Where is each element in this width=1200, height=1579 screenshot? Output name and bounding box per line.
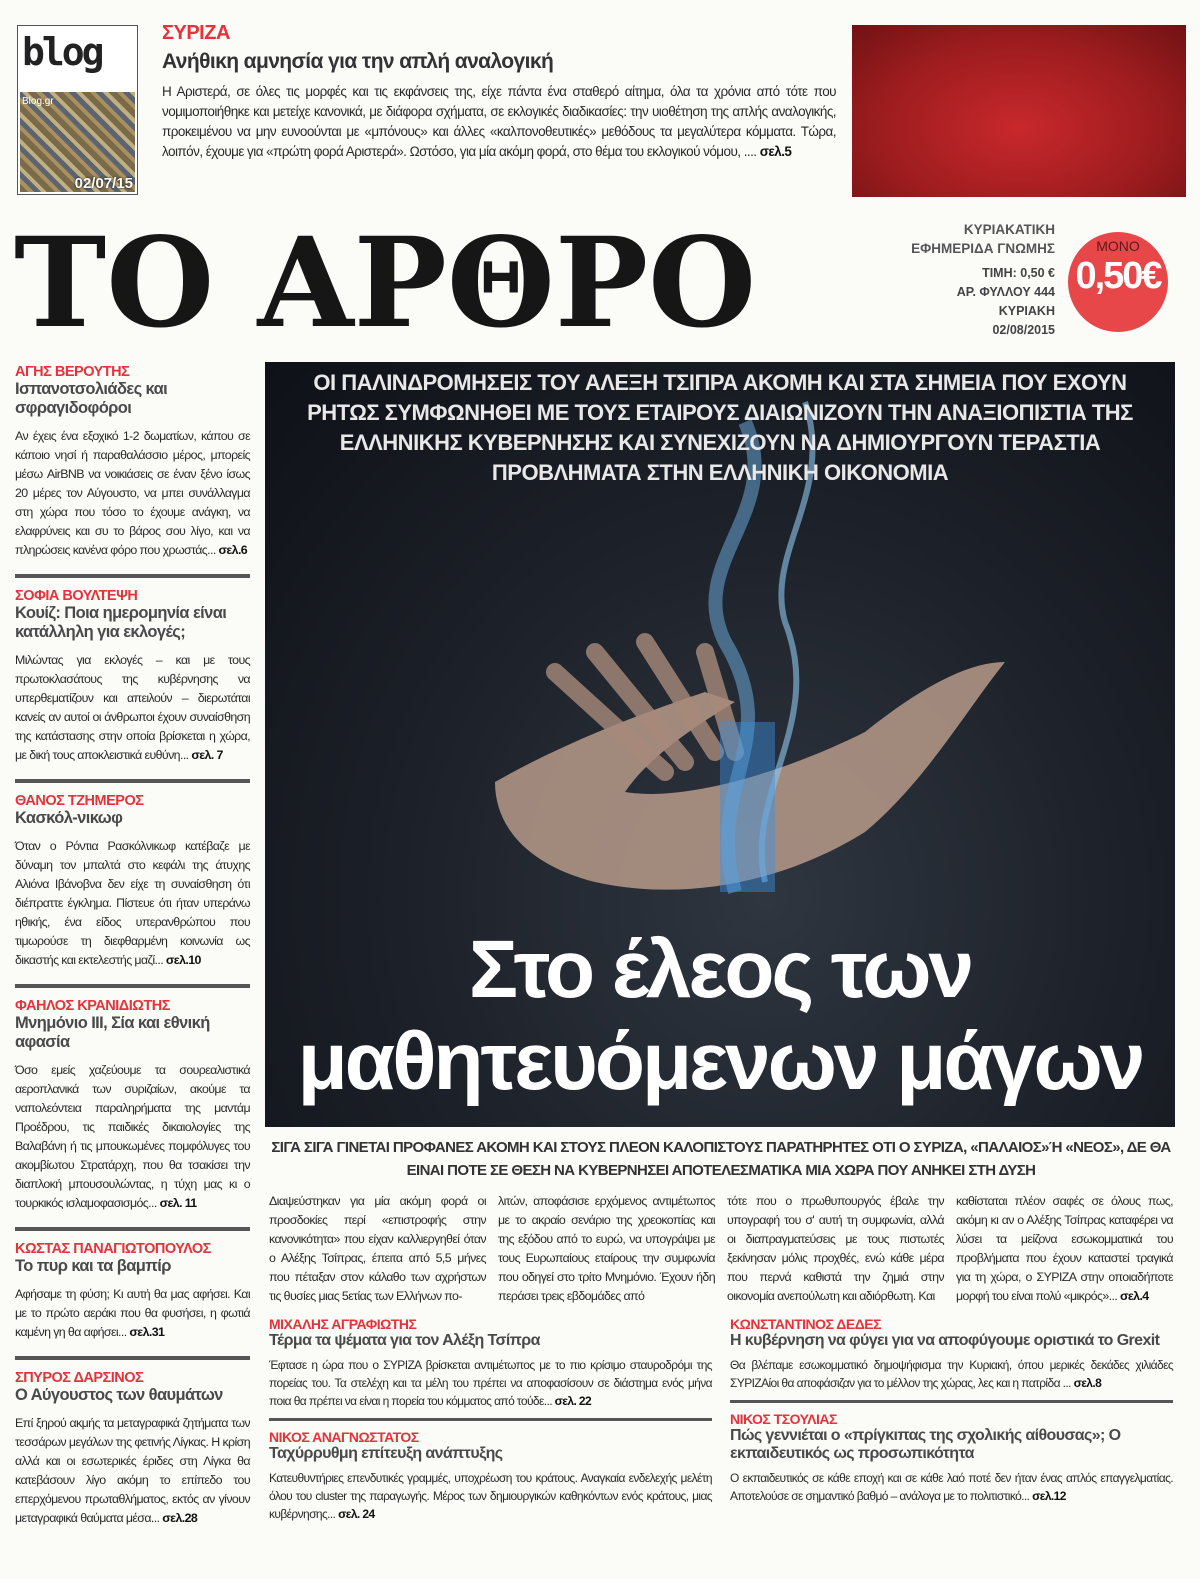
top-story-body: Η Αριστερά, σε όλες τις μορφές και τις εκφάνσεις της, είχε πάντα ένα σταθερό αίτημα, όλα τα χρόνια από τότε που νομιμοποιήθηκε και μετείχε κανονικά, με διάφορα σχήματα, σε εκλογικές διαδικασίες: την υιοθέτηση της απλής αναλογικής, προκειμένου να μην ευνοούνται με «μπόνους» και άλλες «καλπονοθευτικές» μεθόδους τα μεγαλύτερα κόμματα. Τώρα, λοιπόν, έχουμε για «πρώτη φορά Αριστερά». Ωστόσο, για μία ακόμη φορά, στο θέμα του εκλογικού νόμου, .... bbox=[162, 84, 836, 159]
badge-label: ΜΟΝΟ bbox=[1096, 238, 1140, 254]
info-line: ΕΦΗΜΕΡΙΔΑ ΓΝΩΜΗΣ bbox=[911, 241, 1055, 256]
thumbnail-date: 02/07/15 bbox=[74, 175, 133, 192]
masthead-title: ΤΟ ΑΡΘΡΟ bbox=[14, 211, 757, 356]
article-body: Επί ξηρού ακμής τα μεταγραφικά ζητήματα των τεσσάρων μεγάλων της φετινής Λίγκας. Η κρίση αλλά και οι εσωτερικές έριδες στη Λίγκα θα κατεβάσουν λίγο ακόμη το επίπεδο του επερχόμενου πρωταθλήματος, εκτός αν γίνουν μεταγραφικά θαύματα μέσα... bbox=[15, 1416, 250, 1525]
lead-subhead: ΣΙΓΑ ΣΙΓΑ ΓΙΝΕΤΑΙ ΠΡΟΦΑΝΕΣ ΑΚΟΜΗ ΚΑΙ ΣΤΟΥΣ ΠΛΕΟΝ ΚΑΛΟΠΙΣΤΟΥΣ ΠΑΡΑΤΗΡΗΤΕΣ ΟΤΙ Ο ΣΥΡΙΖΑ, «ΠΑΛΑΙΟΣ»Ή «ΝΕΟΣ», ΔΕ ΘΑ ΕΙΝΑΙ ΠΟΤΕ ΣΕ ΘΕΣΗ ΝΑ ΚΥΒΕΡΝΗΣΕΙ ΑΠΟΤΕΛΕΣΜΑΤΙΚΑ ΜΙΑ ΧΩΡΑ ΠΟΥ ΑΝΗΚΕΙ ΣΤΗ ΔΥΣΗ bbox=[271, 1139, 1171, 1179]
lead-column-1: Διαψεύστηκαν για μία ακόμη φορά οι προσδοκίες περί «επιστροφής στην κανονικότητα» που είχαν καλλιεργηθεί όταν ο Αλέξης Τσίπρας, έπειτα από 5,5 μήνες που πέταξαν στον κάλαθο των αχρήστων τις θυσίες μιας 5ετίας των Ελλήνων πο- bbox=[269, 1194, 486, 1303]
lead-lower bbox=[265, 1136, 1177, 1523]
article-title[interactable]: Κασκόλ-νικωφ bbox=[15, 809, 123, 827]
article-author: ΣΠΥΡΟΣ ΔΑΡΣΙΝΟΣ bbox=[15, 1370, 144, 1386]
divider bbox=[269, 1418, 712, 1421]
badge-price: 0,50€ bbox=[1075, 255, 1161, 297]
article-body: Όταν ο Ρόντια Ρασκόλνικωφ κατέβαζε με δύναμη τον μπαλτά στο κεφάλι της άτυχης Αλιόνα Ιβάνοβνα δεν είχε τη συναίσθηση ότι διέπραττε έγκλημα. Πίστευε ότι ήταν υπεράνω ηθικής, ένα είδος υπερανθρώπου που τιμωρούσε τη διεφθαρμένη κοινωνία ως δικαστής και εκτελεστής μαζί... bbox=[15, 839, 250, 967]
article-title[interactable]: Τέρμα τα ψέματα για τον Αλέξη Τσίπρα bbox=[269, 1332, 540, 1349]
sidebar-article bbox=[15, 984, 250, 1213]
bottom-articles bbox=[265, 1316, 1177, 1523]
article-body: Έφτασε η ώρα που ο ΣΥΡΙΖΑ βρίσκεται αντιμέτωπος με το πιο κρίσιμο σταυροδρόμι της πορείας του. Τα στελέχη και τα μέλη του πρέπει να αποφασίσουν σε διάστημα ενός μήνα ποια θα πρέπει να είναι η πορεία του κόμματος από τούδε... bbox=[269, 1358, 712, 1408]
sidebar-article bbox=[15, 1227, 250, 1342]
article-page[interactable]: σελ.12 bbox=[1032, 1489, 1066, 1503]
article-author: ΣΟΦΙΑ ΒΟΥΛΤΕΨΗ bbox=[15, 588, 138, 604]
divider bbox=[15, 984, 250, 988]
blog-logo: blog bbox=[22, 30, 102, 74]
article-page[interactable]: σελ. 24 bbox=[338, 1507, 375, 1521]
sidebar bbox=[15, 364, 250, 1528]
article-title[interactable]: Ταχύρρυθμη επίτευξη ανάπτυξης bbox=[269, 1445, 503, 1462]
info-issue: ΑΡ. ΦΥΛΛΟΥ 444 bbox=[956, 285, 1055, 299]
sidebar-article bbox=[15, 779, 250, 970]
lead-headline[interactable] bbox=[265, 924, 1175, 1108]
lead-kicker: ΟΙ ΠΑΛΙΝΔΡΟΜΗΣΕΙΣ ΤΟΥ ΑΛΕΞΗ ΤΣΙΠΡΑ ΑΚΟΜΗ ΚΑΙ ΣΤΑ ΣΗΜΕΙΑ ΠΟΥ ΕΧΟΥΝ ΡΗΤΩΣ ΣΥΜΦΩΝΗΘΕΙ ΜΕ ΤΟΥΣ ΕΤΑΙΡΟΥΣ ΔΙΑΙΩΝΙΖΟΥΝ ΤΗΝ ΑΝΑΞΙΟΠΙΣΤΙΑ ΤΗΣ ΕΛΛΗΝΙΚΗΣ ΚΥΒΕΡΝΗΣΗΣ ΚΑΙ ΣΥΝΕΧΙΖΟΥΝ ΝΑ ΔΗΜΙΟΥΡΓΟΥΝ ΤΕΡΑΣΤΙΑ ΠΡΟΒΛΗΜΑΤΑ ΣΤΗΝ ΕΛΛΗΝΙΚΗ ΟΙΚΟΝΟΜΙΑ bbox=[307, 370, 1133, 485]
top-story-title[interactable]: Ανήθικη αμνησία για την απλή αναλογική bbox=[162, 50, 554, 73]
info-line: ΚΥΡΙΑΚΑΤΙΚΗ bbox=[963, 222, 1055, 237]
lead-column-3: τότε που ο πρωθυπουργός έβαλε την υπογραφή του σ' αυτή τη συμφωνία, αλλά οι διαπραγματεύσεις με τους πιστωτές ξεκίνησαν μόλις προχθές, ενώ κάθε μέρα που περνά καθιστά την ζημιά στην οικονομία ανεπούλωτη και αδιόρθωτη. Και bbox=[727, 1194, 944, 1303]
article-page[interactable]: σελ.6 bbox=[218, 543, 248, 557]
top-story bbox=[162, 22, 836, 162]
article-author: ΑΓΗΣ ΒΕΡΟΥΤΗΣ bbox=[15, 364, 130, 380]
lead-page[interactable]: σελ.4 bbox=[1120, 1289, 1149, 1303]
masthead-info bbox=[905, 220, 1055, 340]
article-author: ΝΙΚΟΣ ΤΣΟΥΛΙΑΣ bbox=[730, 1411, 837, 1427]
article-body: Αν έχεις ένα εξοχικό 1-2 δωματίων, κάπου σε κάποιο νησί ή παραθαλάσσιο μέρος, μπορείς μέσω AirBNB να νοικιάσεις σε έναν ξένο ίσως 20 μέρες τον Αύγουστο, να μπει συνάλλαγμα στη χώρα που τόσο το έχουμε ανάγκη, να ελαφρύνεις και συ το βάρος σου λίγο, και να πληρώσεις κανένα φόρο που χρωστάς... bbox=[15, 429, 250, 557]
divider bbox=[730, 1400, 1173, 1403]
thumbnail-site: Blog.gr bbox=[22, 96, 54, 107]
sidebar-article bbox=[15, 364, 250, 560]
article-author: ΝΙΚΟΣ ΑΝΑΓΝΩΣΤΑΤΟΣ bbox=[269, 1429, 419, 1445]
article-author: ΘΑΝΟΣ ΤΖΗΜΕΡΟΣ bbox=[15, 793, 144, 809]
article-page[interactable]: σελ.8 bbox=[1073, 1376, 1102, 1390]
headline-line-1: Στο έλεος των bbox=[468, 924, 972, 1015]
article-title[interactable]: Ο Αύγουστος των θαυμάτων bbox=[15, 1386, 223, 1404]
top-story-page[interactable]: σελ.5 bbox=[759, 144, 792, 159]
article-author: ΚΩΝΣΤΑΝΤΙΝΟΣ ΔΕΔΕΣ bbox=[730, 1316, 881, 1332]
article-page[interactable]: σελ.28 bbox=[162, 1511, 198, 1525]
lead-photo bbox=[265, 362, 1175, 1127]
info-price: ΤΙΜΗ: 0,50 € bbox=[982, 266, 1055, 280]
article-author: ΚΩΣΤΑΣ ΠΑΝΑΓΙΩΤΟΠΟΥΛΟΣ bbox=[15, 1241, 211, 1257]
info-day: ΚΥΡΙΑΚΗ bbox=[998, 304, 1055, 318]
article-body: Ο εκπαιδευτικός σε κάθε εποχή και σε κάθε λαό ποτέ δεν ήταν ένας απλός επαγγελματίας. Αποτελούσε σε σημαντικό βαθμό – ανάλογα με το πολιτιστικό... bbox=[730, 1471, 1173, 1503]
bottom-article bbox=[730, 1411, 1173, 1505]
top-story-section: ΣΥΡΙΖΑ bbox=[162, 22, 230, 44]
bottom-article bbox=[730, 1316, 1173, 1392]
top-story-photo bbox=[852, 25, 1186, 197]
divider bbox=[15, 574, 250, 578]
info-date: 02/08/2015 bbox=[992, 323, 1055, 337]
lead-column-2: λιτών, αποφάσισε ερχόμενος αντιμέτωπος με το ακραίο σενάριο της χρεοκοπίας και της εξόδου από το ευρώ, να υπογράψει με τους Ευρωπαίους εταίρους την συμφωνία που οδηγεί στο τρίτο Μνημόνιο. Έχουν ήδη περάσει τρεις εβδομάδες από bbox=[498, 1194, 715, 1303]
blog-thumbnail[interactable] bbox=[17, 25, 138, 195]
article-title[interactable]: Το πυρ και τα βαμπίρ bbox=[15, 1257, 171, 1275]
divider bbox=[15, 1356, 250, 1360]
bottom-article bbox=[269, 1316, 712, 1410]
article-body: Αφήσαμε τη φύση; Κι αυτή θα μας αφήσει. Και με το πρώτο αεράκι που θα φυσήσει, η φωτιά καμένη γη θα αφήσει... bbox=[15, 1287, 250, 1339]
article-page[interactable]: σελ.31 bbox=[129, 1325, 165, 1339]
sidebar-article bbox=[15, 1356, 250, 1528]
article-page[interactable]: σελ.10 bbox=[165, 953, 201, 967]
sidebar-article bbox=[15, 574, 250, 765]
article-title[interactable]: Μνημόνιο ΙΙΙ, Σία και εθνική αφασία bbox=[15, 1014, 210, 1051]
article-page[interactable]: σελ. 11 bbox=[159, 1196, 197, 1210]
article-body: Κατευθυντήριες επενδυτικές γραμμές, υποχρέωση του κράτους. Αναγκαία ενδελεχής μελέτη όλου του cluster της παραγωγής. Μέρος των δημιουργικών καθηκόντων ενός κράτους, μιας κυβέρνησης... bbox=[269, 1471, 712, 1521]
divider bbox=[15, 1227, 250, 1231]
article-body: Θα βλέπαμε εσωκομματικό δημοψήφισμα την Κυριακή, όπου μερικές δεκάδες χιλιάδες ΣΥΡΙΖΑίοι θα αποφάσιζαν για το μέλλον της χώρας, λες και η πατρίδα ... bbox=[730, 1358, 1173, 1390]
article-body: Μιλώντας για εκλογές – και με τους πρωτοκλασάτους της κυβέρνησης να υπερθεματίζουν και απειλούν – διερωτάται κανείς αν αυτοί οι άνθρωποι έχουν συναίσθηση της κατάστασης στην οποία βρίσκεται η χώρα, με δική τους αποκλειστικά ευθύνη... bbox=[15, 653, 250, 762]
article-title[interactable]: Πώς γεννιέται ο «πρίγκιπας της σχολικής αίθουσας»; Ο εκπαιδευτικός ως προσωπικότητα bbox=[730, 1427, 1121, 1462]
lead-column-4: καθίσταται πλέον σαφές σε όλους πως, ακόμη κι αν ο Αλέξης Τσίπρας καταφέρει να λύσει τα μείζονα εσωκομματικά του προβλήματα που έχουν καταστεί τραγικά για τη χώρα, ο ΣΥΡΙΖΑ στην οποιαδήποτε μορφή του είναι πολύ «μικρός»... bbox=[956, 1194, 1173, 1303]
article-author: ΜΙΧΑΛΗΣ ΑΓΡΑΦΙΩΤΗΣ bbox=[269, 1316, 417, 1332]
headline-line-2: μαθητευόμενων μάγων bbox=[297, 1016, 1143, 1107]
article-page[interactable]: σελ. 7 bbox=[191, 748, 223, 762]
bottom-article bbox=[269, 1429, 712, 1523]
lead-columns bbox=[265, 1192, 1177, 1306]
article-title[interactable]: Κουίζ: Ποια ημερομηνία είναι κατάλληλη για εκλογές; bbox=[15, 604, 227, 641]
article-body: Όσο εμείς χαζεύουμε τα σουρεαλιστικά αεροπλανικά των συριζαίων, ακούμε τα ναπολεόντεια παραληρήματα της μαντάμ Προέδρου, τις παιδικές δικαιολογίες της Βαλαβάνη ή τις μπουκωμένες πομφόλυγες του ακομβίωτου Στρατάρχη, που θα τσακίσει την διαπλοκή μπουσουλώντας, η τύχη μας κι ο τουρκικός ισλαμοφασισμός... bbox=[15, 1063, 250, 1210]
article-title[interactable]: Ισπανοτσολιάδες και σφραγιδοφόροι bbox=[15, 380, 168, 417]
price-badge bbox=[1068, 232, 1168, 332]
article-title[interactable]: Η κυβέρνηση να φύγει για να αποφύγουμε οριστικά το Grexit bbox=[730, 1332, 1160, 1349]
divider bbox=[15, 779, 250, 783]
article-page[interactable]: σελ. 22 bbox=[554, 1394, 592, 1408]
article-author: ΦΑΗΛΟΣ ΚΡΑΝΙΔΙΩΤΗΣ bbox=[15, 998, 170, 1014]
